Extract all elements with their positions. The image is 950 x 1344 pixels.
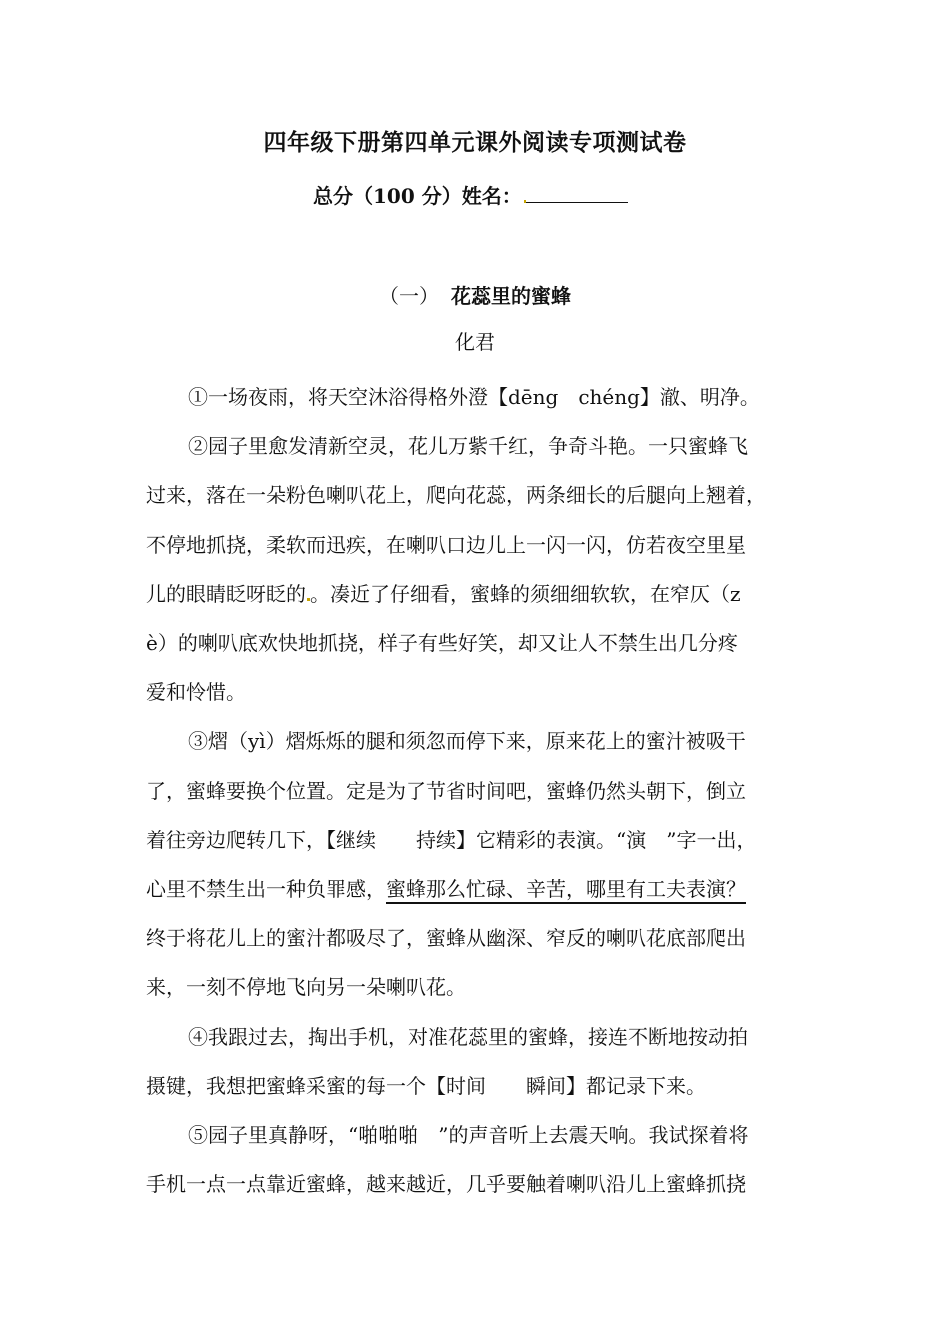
text-line: ⑤园子里真静呀，“啪啪啪 ”的声音听上去震天响。我试探着将 (188, 1123, 749, 1148)
text-line: 着往旁边爬转几下，【继续 持续】它精彩的表演。“演 ”字一出， (146, 827, 757, 852)
text-line: 终于将花儿上的蜜汁都吸尽了，蜜蜂从幽深、窄反的喇叭花底部爬出 (146, 926, 746, 951)
text-line: è）的喇叭底欢快地抓挠，样子有些好笑，却又让人不禁生出几分疼 (146, 631, 738, 656)
text-line: ③熠（yì）熠烁烁的腿和须忽而停下来，原来花上的蜜汁被吸干 (188, 729, 746, 754)
text-segment: 儿的眼睛眨呀眨的 (146, 581, 306, 606)
text-line: 过来，落在一朵粉色喇叭花上，爬向花蕊，两条细长的后腿向上翘着， (146, 483, 766, 508)
text-segment: 。凑近了仔细看，蜜蜂的须细细软软，在窄仄（z (310, 581, 741, 606)
text-line: 摄键，我想把蜜蜂采蜜的每一个【时间 瞬间】都记录下来。 (146, 1073, 706, 1098)
text-line: 爱和怜惜。 (146, 680, 246, 705)
text-line: 不停地抓挠，柔软而迅疾，在喇叭口边儿上一闪一闪，仿若夜空里星 (146, 532, 746, 557)
section-heading (0, 280, 950, 309)
author-name: 化君 (455, 330, 495, 354)
score-label: 总分（100 分）姓名： (313, 184, 522, 208)
underlined-sentence: 蜜蜂那么忙碌、辛苦，哪里有工夫表演？ (386, 877, 746, 902)
page-title: 四年级下册第四单元课外阅读专项测试卷 (263, 129, 687, 156)
text-line: ④我跟过去，掏出手机，对准花蕊里的蜜蜂，接连不断地按动拍 (188, 1024, 748, 1049)
score-name-line (313, 180, 628, 209)
text-line (146, 865, 812, 914)
name-blank-field[interactable] (524, 182, 628, 203)
section-title: 花蕊里的蜜蜂 (451, 284, 571, 308)
text-segment: 心里不禁生出一种负罪感， (146, 877, 386, 902)
text-line: 来，一刻不停地飞向另一朵喇叭花。 (146, 975, 466, 1000)
text-line: 手机一点一点靠近蜜蜂，越来越近，几乎要触着喇叭沿儿上蜜蜂抓挠 (146, 1172, 746, 1197)
text-line: 了，蜜蜂要换个位置。定是为了节省时间吧，蜜蜂仍然头朝下，倒立 (146, 778, 746, 803)
text-line (146, 570, 812, 619)
text-line: ②园子里愈发清新空灵，花儿万紫千红，争奇斗艳。一只蜜蜂飞 (188, 434, 748, 459)
text-line: ①一场夜雨，将天空沐浴得格外澄【dēng chéng】澈、明净。 (188, 385, 760, 409)
section-number: （一） (379, 284, 439, 308)
article-body (146, 373, 812, 1209)
